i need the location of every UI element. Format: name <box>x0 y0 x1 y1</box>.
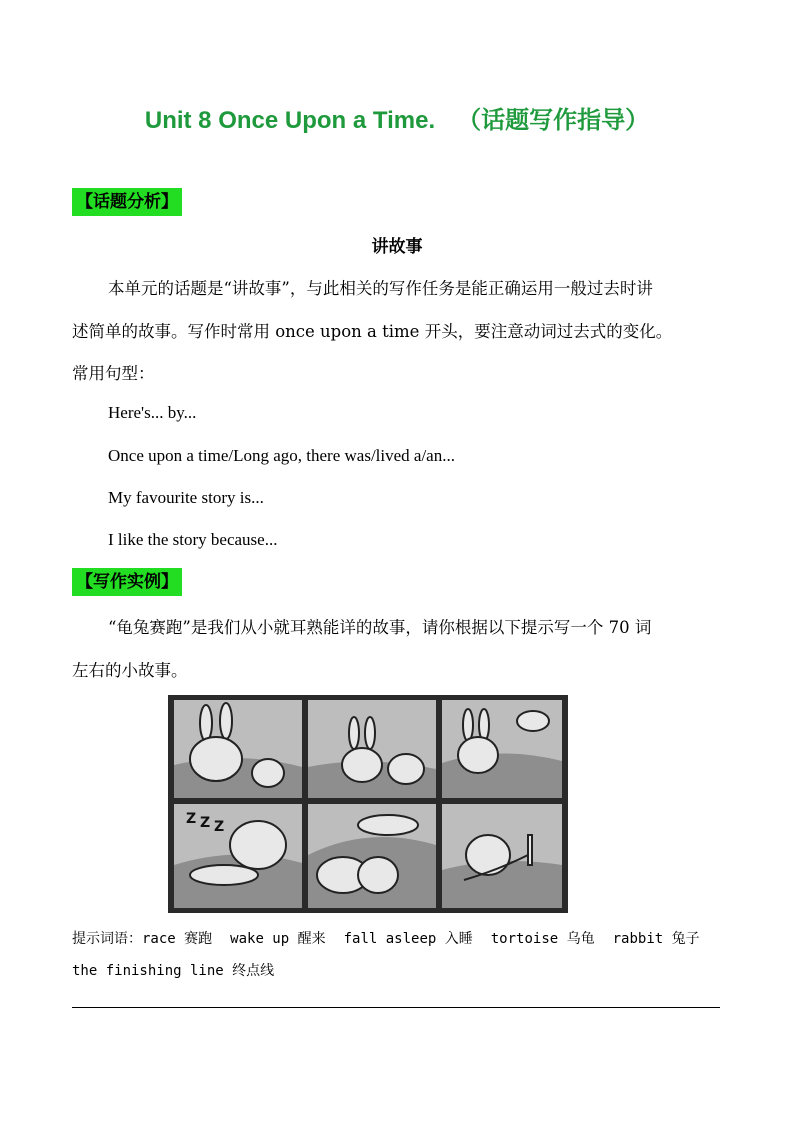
zzz-letter-1: Z <box>186 811 197 827</box>
hint-item-tortoise: tortoise 乌龟 <box>490 931 595 947</box>
example-line-2: 左右的小故事。 <box>72 661 188 680</box>
example-line-1: “龟兔赛跑”是我们从小就耳熟能详的故事，请你根据以下提示写一个 70 词 <box>108 618 652 637</box>
hint-item-fall-asleep: fall asleep 入睡 <box>343 931 473 947</box>
hint-item-race: race 赛跑 <box>142 931 213 947</box>
section-subheading: 讲故事 <box>371 237 423 257</box>
sentence-pattern-4: I like the story because... <box>108 530 278 549</box>
zzz-letter-3: Z <box>214 819 225 835</box>
paragraph-line-2: 述简单的故事。写作时常用 once upon a time 开头，要注意动词过去式的变化。 <box>72 322 673 341</box>
sentence-pattern-1: Here's... by... <box>108 403 197 422</box>
sentence-pattern-2: Once upon a time/Long ago, there was/lived a/an... <box>108 446 455 465</box>
hint-item-rabbit: rabbit 兔子 <box>612 931 700 947</box>
writing-answer-line <box>72 1007 720 1008</box>
hint-item-wake-up: wake up 醒来 <box>230 931 326 947</box>
sentence-pattern-3: My favourite story is... <box>108 488 264 507</box>
paragraph-line-1: 本单元的话题是“讲故事”，与此相关的写作任务是能正确运用一般过去时讲 <box>108 279 653 298</box>
zzz-letter-2: Z <box>200 815 211 831</box>
hint-words-line-1 <box>72 928 700 948</box>
comic-strip-image <box>168 695 568 913</box>
hint-words-line-2: the finishing line 终点线 <box>72 963 275 979</box>
section-tag-topic-analysis: 【话题分析】 <box>72 188 182 216</box>
title-tail: （话题写作指导） <box>457 107 650 134</box>
title-main: Unit 8 Once Upon a Time. <box>144 107 436 134</box>
section-tag-writing-example: 【写作实例】 <box>72 568 182 596</box>
page-title <box>0 100 794 135</box>
hint-prefix: 提示词语： <box>72 931 142 947</box>
paragraph-line-3: 常用句型： <box>72 364 155 383</box>
